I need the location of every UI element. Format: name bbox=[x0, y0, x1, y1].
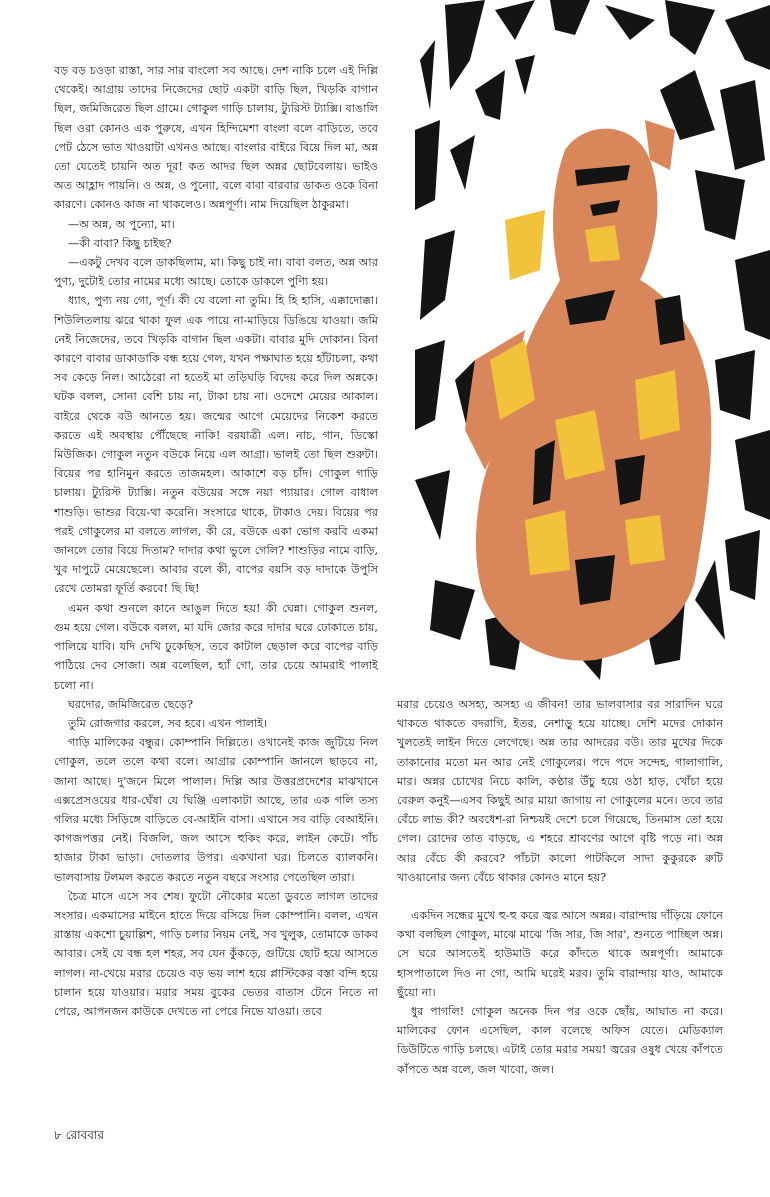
paragraph: বড় বড় চওড়া রাস্তা, সার সার বাংলো সব আছে। দেশ নাকি চলে এই দিল্লি থেকেই। আগ্রায় তাদের নিজেদের ছোট একটা বাড়ি ছিল, খিড়কি বাগান ছিল, জমিজিরেত ছিল গ্রামে। গোকুল গাড়ি চালায়, ট্যুরিস্ট ট্যাক্সি। বাঙালি ছিল ওরা কোনও এক পুরুষে, এখন হিন্দিমেশা বাংলা বলে বাড়িতে, তবে পেট ঠেসে ভাত খাওয়াটা এখনও আছে। বাংলার বাইরে বিয়ে দিল মা, অন্ন তো যেতেই চায়নি অত দূর! কত আদর ছিল অন্নর ছোটবেলায়। ভাইও অত আহ্লাদ পায়নি। ও অন্ন, ও পুন্যো, বলে বাবা বারবার ডাকত ওকে বিনা কারণে। কোনও কাজ না থাকলেও। অন্নপূর্ণা। নাম দিয়েছিল ঠাকুরমা। bbox=[54, 64, 378, 212]
paragraph: এমন কথা শুনলে কানে আঙুল দিতে হয়! কী ঘেন্না। গোকুল শুনল, গুম হয়ে গেল। বউকে বলল, মা যদি জোর করে দাদার ঘরে ঢোকাতে চায়, পালিয়ে যাবি। যদি দেখি ঢুকেছিস, তবে কাটাল ছেড়াল করে বাপের বাড়ি পাঠিয়ে দেব সোজা। অন্ন বলেছিল, হ্যাঁ গো, তার চেয়ে আমরাই পালাই চলো না। bbox=[54, 601, 378, 692]
paragraph: চৈত্র মাসে এসে সব শেষ। ফুটো নৌকোর মতো ডুবতে লাগল তাদের সংসার। একমাসের মাইনে হাতে দিয়ে বসিয়ে দিল কোম্পানি। বলল, এখন রাস্তায় একশো চুয়াল্লিশ, গাড়ি চলার নিয়ম নেই, সব খুলুক, তোমাকে ডাকব আবার। সেই যে বন্ধ হল শহর, সব যেন কুঁকড়ে, গুটিয়ে ছোট হয়ে আসতে লাগল। না-খেয়ে মরার চেয়েও বড় ভয় লাশ হয়ে প্লাস্টিকের বস্তা বন্দি হয়ে চালান হয়ে যাওয়ার। মরার সময় বুকের ভেতর বাতাস টেনে নিতে না পেরে, আপনজন কাউকে দেখতে না পেরে নিভে যাওয়া। তবে bbox=[54, 889, 378, 1018]
article-right-column bbox=[397, 695, 723, 1110]
paragraph: একদিন সন্ধের মুখে হু-হু করে জ্বর আসে অন্নর। বারান্দায় দাঁড়িয়ে ফোনে কথা বলছিল গোকুল, মাঝে মাঝে 'জি সার, জি সার', শুনতে পাচ্ছিল অন্ন। সে ঘরে আসতেই হাউমাউ করে কাঁদতে থাকে অন্নপূর্ণা। আমাকে হাসপাতালে দিও না গো, আমি ঘরেই মরব। তুমি বারান্দায় যাও, আমাকে ছুঁয়ো না। bbox=[397, 909, 723, 999]
page-footer: ৮ রোববার bbox=[54, 1128, 104, 1142]
paragraph: মরার চেয়েও অসহ্য, অসহ্য এ জীবন! তার ভালবাসার বর সারাদিন ঘরে থাকতে থাকতে বদরাগি, ইতর, নেশাড়ু হয়ে যাচ্ছে। দেশি মদের দোকান খুলতেই লাইন দিতে লেগেছে। অন্ন তার আদরের বউ। তার মুখের দিকে তাকানোর মতো মন আর নেই গোকুলের। পদে পদে সন্দেহ, গালাগালি, মার। অন্নর চোখের নিচে কালি, কণ্ঠার উঁচু হয়ে ওঠা হাড়, খোঁচা হয়ে বেরুল কনুই—এসব কিছুই আর মায়া জাগায় না গোকুলের মনে। তবে তার বেঁচে লাভ কী? অবধেশ-রা নিশ্চয়ই দেশে চলে গিয়েছে, তিনমাস তো হয়ে গেল। রোদের তাত বাড়ছে, এ শহরে শ্রাবণের আগে বৃষ্টি পড়ে না। অন্ন আর বেঁচে কী করবে? পাঁচটা কালো পাটকিলে সাদা কুকুরকে রুটি খাওয়ানোর জন্য বেঁচে থাকার কোনও মানে হয়? bbox=[397, 698, 723, 884]
paragraph: তুমি রোজগার করলে, সব হবে। এখন পালাই। bbox=[68, 716, 268, 730]
article-left-column bbox=[54, 61, 378, 1123]
paragraph: ধ্যাৎ, পুণ্য নয় গো, পূর্ণ। কী যে বলো না তুমি। হি হি হাসি, এক্কাদোক্কা। শিউলিতলায় ঝরে থাকা ফুল এক পায়ে না-মাড়িয়ে ডিঙিয়ে যাওয়া। জমি নেই নিজেদের, তবে খিড়কি বাগান ছিল একটা। বাবার মুদি দোকান। বিনা কারণে বাবার ডাকাডাকি বন্ধ হয়ে গেল, যখন পক্ষাঘাত হয়ে হাঁটাচলা, কথা সব কেড়ে নিল। আঠেরো না হতেই মা তড়িঘড়ি বিদেয় করে দিল অন্নকে। ঘটক বলল, সোনা বেশি চায় না, টাকা চায় না। ওদেশে মেয়ের আকাল। বাইরে থেকে বউ আনতে হয়। জন্মের আগে মেয়েদের নিকেশ করতে করতে এই অবস্থায় পৌঁছেছে নাকি! বরযাত্রী এল। নাচ, গান, ডিস্কো মিউজিক। গোকুল নতুন বউকে নিয়ে এল আগ্রা। ভালই তো ছিল শুরুটা। বিয়ের পর হানিমুন করতে তাজমহল। আকাশে বড় চাঁদ। গোকুল গাড়ি চালায়। ট্যুরিস্ট ট্যাক্সি। নতুন বউয়ের সঙ্গে নয়া প্যায়ার। গোল বাধাল শাশুড়ি। ভাশুর বিয়ে-থা করেনি। সংসারে থাকে, টাকাও দেয়। বিয়ের পর পরই গোকুলের মা বলতে লাগল, কী রে, বউকে একা ভোগ করবি একমা জানলে তোর বিয়ে দিতাম? দাদার কথা ভুলে গেলি? শাশুড়ির নামে বাড়ি, খুব দাপুটে মেয়েছেলে। আবার বলে কী, বাপের বয়সি বড় দাদাকে উপুসি রেখে তোমরা ফূর্তি করবে! ছি ছি! bbox=[54, 294, 378, 596]
dialogue-line: —অ অন্ন, অ পুন্যো, মা। bbox=[68, 217, 175, 231]
woman-woodcut-illustration bbox=[415, 0, 770, 695]
dialogue-line: —একটু দেখব বলে ডাকছিলাম, মা। কিছু চাই না। বাবা বলত, অন্ন আর পুণ্য, দুটোই তোর নামের মধ্যে আছে। তোকে ডাকলে পুণ্যি হয়। bbox=[54, 256, 378, 289]
paragraph: গাড়ি মালিকের বন্ধুর। কোম্পানি দিল্লিতে। ওখানেই কাজ জুটিয়ে নিল গোকুল, তলে তলে কথা বলে। আগ্রার কোম্পানি জানলে ছাড়বে না, জানা আছে। দু'জনে মিলে পালাল। দিল্লি আর উত্তরপ্রদেশের মাঝখানে এক্সপ্রেসওয়ের ধার-ঘেঁষা যে ঘিঞ্জি এলাকাটা আছে, তার এক গলি তস্য গলির মধ্যে সিড়িঙ্গে বাড়িতে বে-আইনি বাসা। এখানে সব বাড়ি বেআইনি। কাগজপত্তর নেই। বিজলি, জল আসে হুকিং করে, লাইন কেটে। পাঁচ হাজার টাকা ভাড়া। দোতলার উপর। একখানা ঘর। চিলতে ব্যালকনি। ভালবাসায় টলমল করতে করতে নতুন বছরে সংসার পেতেছিল তারা। bbox=[54, 736, 378, 884]
dialogue-line: —কী বাবা? কিছু চাইছ? bbox=[68, 236, 172, 250]
paragraph: ঘরদোর, জমিজিরেত ছেড়ে? bbox=[68, 697, 193, 711]
paragraph: ধুর পাগলি! গোকুল অনেক দিন পর ওকে ছোঁয়, আঘাত না করে। মালিকের ফোন এসেছিল, কাল বলেছে অফিস যেতে। মেডিক্যাল ডিউটিতে গাড়ি চলছে। এটাই তোর মরার সময়! জ্বরের ওষুধ খেয়ে কাঁপতে কাঁপতে অন্ন বলে, জল খাবো, জল। bbox=[397, 1005, 723, 1076]
